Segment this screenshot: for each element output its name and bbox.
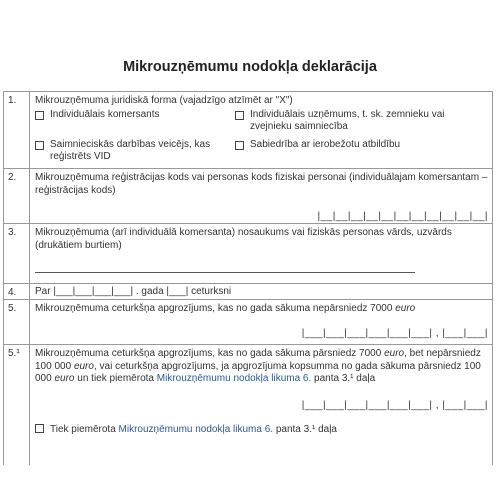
- checkbox[interactable]: [235, 111, 244, 120]
- row-number: 4.: [4, 284, 30, 299]
- row-number: 1.: [4, 92, 30, 168]
- registration-code-field[interactable]: |__|__|__|__|__|__|__|__|__|__|__|: [317, 211, 488, 222]
- option-economic-operator[interactable]: Saimnieciskās darbības veicējs, kas reģistrēts VID: [35, 139, 230, 163]
- row-turnover: [3, 300, 493, 345]
- option-llc[interactable]: Sabiedrība ar ierobežotu atbildību: [235, 139, 485, 151]
- option-individual-enterprise[interactable]: Individuālais uzņēmums, t. sk. zemnieku vai zvejnieku saimniecība: [235, 109, 485, 133]
- row-registration-code: [3, 169, 493, 224]
- row-label: Mikrouzņēmuma ceturkšņa apgrozījums, kas no gada sākuma nepārsniedz 7000 euro: [35, 303, 416, 314]
- turnover-field[interactable]: |___|___|___|___|___|___| , |___|___|: [301, 327, 488, 339]
- option-individual-merchant[interactable]: Individuālais komersants: [35, 109, 225, 121]
- checkbox[interactable]: [35, 111, 44, 120]
- checkbox[interactable]: [35, 424, 44, 433]
- row-number: 5.: [4, 300, 30, 344]
- checkbox[interactable]: [35, 141, 44, 150]
- apply-clause-option[interactable]: Tiek piemērota Mikrouzņēmumu nodokļa likuma 6. panta 3.¹ daļa: [35, 424, 488, 437]
- name-field[interactable]: [35, 262, 415, 273]
- row-legal-form: [3, 92, 493, 169]
- row-number: 2.: [4, 169, 30, 223]
- page-title: Mikrouzņēmumu nodokļa deklarācija: [123, 59, 377, 75]
- row-number: 3.: [4, 224, 30, 283]
- row-label: Mikrouzņēmuma juridiskā forma (vajadzīgo atzīmēt ar "X"): [35, 95, 293, 106]
- row-name: [3, 224, 493, 284]
- row-label: Mikrouzņēmuma (arī individuālā komersanta) nosaukums vai fiziskās personas vārds, uzvārds (drukātiem burtiem): [35, 227, 452, 251]
- row-number: 5.¹: [4, 345, 30, 465]
- row-period: [3, 284, 493, 300]
- law-link[interactable]: Mikrouzņēmumu nodokļa likuma 6.: [118, 424, 274, 435]
- row-label: Mikrouzņēmuma ceturkšņa apgrozījums, kas no gada sākuma pārsniedz 7000 euro, bet nepārsniedz 100 000 euro, vai ceturkšņa apgrozījums, ja apgrozījuma kopsumma no gada sākuma pārsniedz 100 000 euro un tiek piemērota Mikrouzņēmumu nodokļa likuma 6. panta 3.¹ daļa: [35, 348, 481, 384]
- turnover-extended-field[interactable]: |___|___|___|___|___|___| , |___|___|: [301, 399, 488, 411]
- row-turnover-extended: [3, 345, 493, 465]
- row-label: Mikrouzņēmuma reģistrācijas kods vai personas kods fiziskai personai (individuālajam komersantam – reģistrācijas kods): [35, 172, 488, 196]
- declaration-table: [3, 91, 493, 465]
- period-field[interactable]: Par |___|___|___|___| . gada |___| ceturksni: [35, 286, 232, 297]
- checkbox[interactable]: [235, 141, 244, 150]
- law-link[interactable]: Mikrouzņēmumu nodokļa likuma 6.: [156, 373, 312, 384]
